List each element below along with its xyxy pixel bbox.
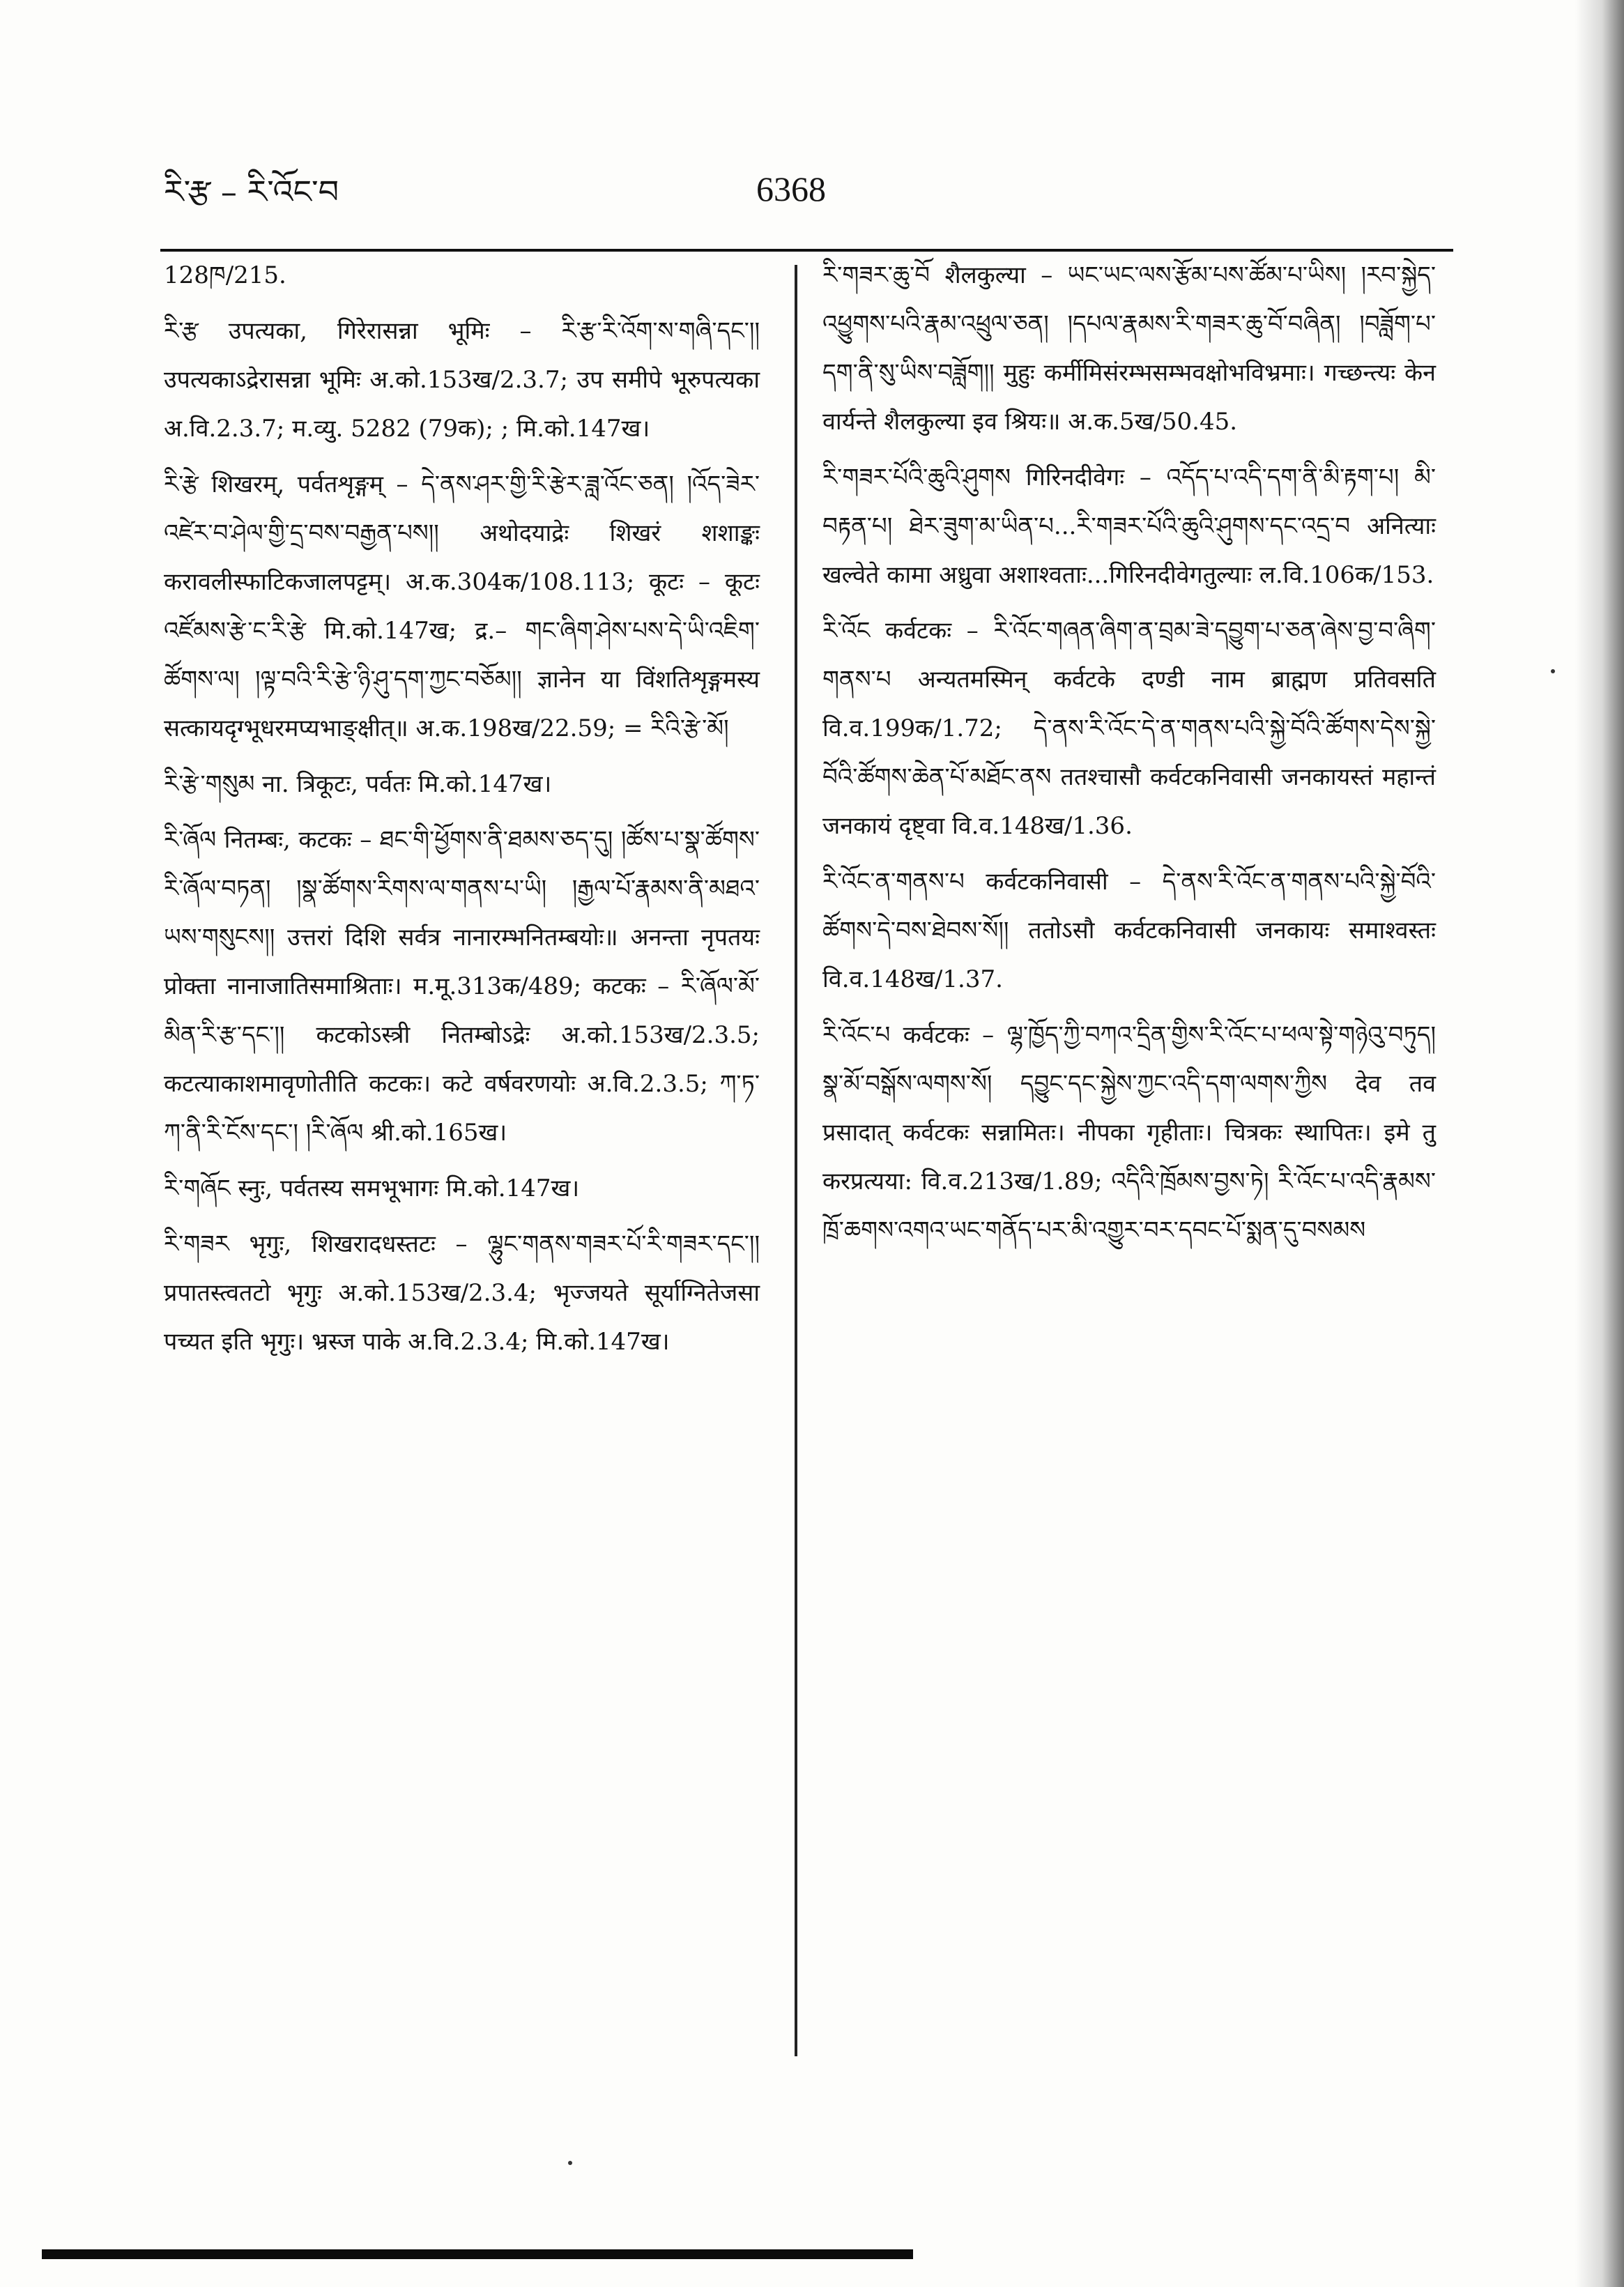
dictionary-entry: རི་གཟར་ཆུ་བོ शैलकुल्या – ཡང་ཡང་ལས་རྩོམ་པས་ཚོམ་པ་ཡིས། །རབ་སྐྱེད་འཕྱུགས་པའི་རྣམ་འཕྲུལ་ཅན། །དཔལ་རྣམས་རི་གཟར་ཆུ་བོ་བཞིན། །བཟློག་པ་དག་ནི་སུ་ཡིས་བཟློག།། मुहुः कर्मीमिसंरम्भसम्भवक्षोभविभ्रमाः। गच्छन्त्यः केन वार्यन्ते शैलकुल्या इव श्रियः॥ अ.क.5ख/50.45. <box>822 261 1436 436</box>
dictionary-entry: རི་འོང कर्वटकः – རི་འོང་གཞན་ཞིག་ན་བྲམ་ཟེ་དབྱུག་པ་ཅན་ཞེས་བྱ་བ་ཞིག་གནས་པ अन्यतमस्मिन् कर्वटके दण्डी नाम ब्राह्मण प्रतिवसति वि.व.199क/1.72; དེ་ནས་རི་འོང་དེ་ན་གནས་པའི་སྐྱེ་བོའི་ཚོགས་དེས་སྐྱེ་བོའི་ཚོགས་ཆེན་པོ་མཐོང་ནས ततश्चासौ कर्वटकनिवासी जनकायस्तं महान्तं जनकायं दृष्ट्वा वि.व.148ख/1.36. <box>822 617 1436 840</box>
dictionary-entry: རི་འོང་ན་གནས་པ कर्वटकनिवासी – དེ་ནས་རི་འོང་ན་གནས་པའི་སྐྱེ་བོའི་ཚོགས་དེ་བས་ཐེབས་སོ།། ततोऽसौ कर्वटकनिवासी जनकायः समाश्वस्तः वि.व.148ख/1.37. <box>822 868 1436 993</box>
right-column <box>822 251 1436 1262</box>
page-number: 6368 <box>756 169 826 208</box>
dictionary-entry: 128ཁ/215. <box>164 261 286 289</box>
dictionary-entry: རི་རྩ उपत्यका, गिरेरासन्ना भूमिः – རི་རྩ་རི་འོག་ས་གཞི་དང་།། उपत्यकाऽद्रेरासन्ना भूमिः अ.को.153ख/2.3.7; उप समीपे भूरुपत्यका अ.वि.2.3.7; म.व्यु. 5282 (79क); ; मि.को.147ख। <box>164 317 760 443</box>
scan-speck <box>1551 669 1555 673</box>
scan-bottom-bar <box>42 2249 913 2259</box>
dictionary-entry: རི་འོང་པ कर्वटकः – ལྷ་ཁྱོད་ཀྱི་བཀའ་དྲིན་གྱིས་རི་འོང་པ་ཕལ་སྟེ་གཉེའུ་བཏུད། སྣ་མོ་བསྒོས་ལགས་སོ། དབྱུང་དང་སྐྱེས་ཀྱང་འདི་དག་ལགས་ཀྱིས देव तव प्रसादात् कर्वटकः सन्नामितः। नीपका गृहीताः। चित्रकः स्थापितः। इमे तु करप्रत्यया: वि.व.213ख/1.89; འདིའི་ཁྲོམས་བྱས་ཏེ། རི་འོང་པ་འདི་རྣམས་ཁྲོ་ཆགས་འགའ་ཡང་གནོད་པར་མི་འགྱུར་བར་དབང་པོ་སྨན་དུ་བསམས <box>822 1021 1436 1244</box>
dictionary-entry: རི་རྩེ शिखरम्, पर्वतशृङ्गम् – དེ་ནས་ཤར་གྱི་རི་རྩེར་ཟླ་འོང་ཅན། །འོད་ཟེར་འཛེར་བ་ཤེལ་གྱི་དྲ་བས་བརྒྱན་པས།། अथोदयाद्रेः शिखरं शशाङ्कः करावलीस्फाटिकजालपट्टम्। अ.क.304क/108.113; कूटः – कूटः འཛོམས་རྩེ་ང་རི་རྩེ मि.को.147ख; द्र.– གང་ཞིག་ཤེས་པས་དེ་ཡི་འཇིག་ཚོགས་ལ། །ལྟ་བའི་རི་རྩེ་ཉི་ཤུ་དག་ཀྱང་བཅོམ།། ज्ञानेन या विंशतिशृङ्गमस्य सत्कायदृग्भूधरमप्यभाङ्क्षीत्॥ अ.क.198ख/22.59; = རིའི་རྩེ་མོ། <box>164 471 760 742</box>
dictionary-entry: རི་རྩེ་གསུམ ना. त्रिकूटः, पर्वतः मि.को.147ख। <box>164 770 552 798</box>
scan-edge-shadow <box>1575 0 1624 2287</box>
dictionary-entry: རི་གཟར भृगुः, शिखरादधस्तटः – ལྷུང་གནས་གཟར་པོ་རི་གཟར་དང་།། प्रपातस्त्वतटो भृगुः अ.को.153ख/2.3.4; भृज्जयते सूर्याग्नितेजसा पच्यत इति भृगुः। भ्रस्ज पाके अ.वि.2.3.4; मि.को.147ख। <box>164 1230 760 1356</box>
dictionary-entry: རི་ཞོལ नितम्बः, कटकः – ཐང་གི་ཕྱོགས་ནི་ཐམས་ཅད་དུ། །ཚོས་པ་སྣ་ཚོགས་རི་ཞོལ་བཏན། །སྣ་ཚོགས་རིགས་ལ་གནས་པ་ཡི། །རྒྱལ་པོ་རྣམས་ནི་མཐའ་ཡས་གསུངས།། उत्तरां दिशि सर्वत्र नानारम्भनितम्बयोः॥ अनन्ता नृपतयः प्रोक्ता नानाजातिसमाश्रिताः। म.मू.313क/489; कटकः – རི་ཞོལ་མོ་མིན་རི་རྩ་དང་།། कटकोऽस्त्री नितम्बोऽद्रेः अ.को.153ख/2.3.5; कटत्याकाशमावृणोतीति कटकः। कटे वर्षवरणयोः अ.वि.2.3.5; ཀ་ཏ་ཀ་ནི་རི་ངོས་དང་། །རི་ཞོལ श्री.को.165ख। <box>164 826 760 1147</box>
left-column <box>164 251 760 1373</box>
dictionary-entry: རི་གཟར་པོའི་ཆུའི་ཤུགས गिरिनदीवेगः – འདོད་པ་འདི་དག་ནི་མི་རྟག་པ། མི་བརྟན་པ། ཐེར་ཟུག་མ་ཡིན་པ...རི་གཟར་པོའི་ཆུའི་ཤུགས་དང་འདྲ་བ अनित्याः खल्वेते कामा अध्रुवा अशाश्वताः...गिरिनदीवेगतुल्याः ल.वि.106क/153. <box>822 464 1436 589</box>
running-head: རི་རྩ – རི་འོང་བ <box>164 173 339 211</box>
scan-speck <box>568 2161 572 2165</box>
dictionary-entry: རི་གཞོང स्नुः, पर्वतस्य समभूभागः मि.को.147ख। <box>164 1175 580 1202</box>
column-divider <box>795 265 797 2056</box>
